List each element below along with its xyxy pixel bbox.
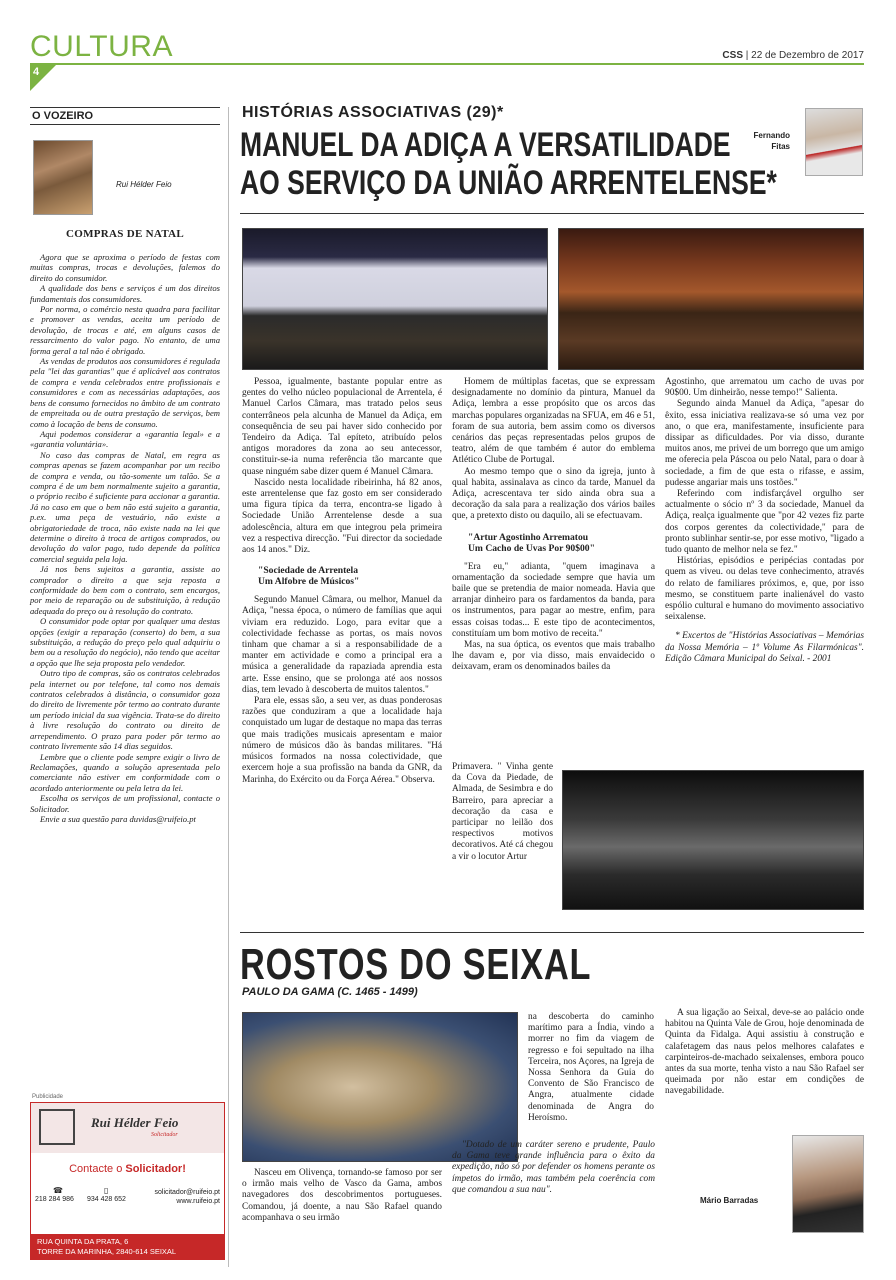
paragraph: "Era eu," adianta, "quem imaginava a ornamentação da sociedade sempre que havia um baile que se pretendia de maior nomeada. Havia que arranjar dinheiro para os fardamentos da banda, para os instrumentos, para pagar ao mestre, enfim, para essas coisas todas... E este tipo de acontecimentos, constituíam um bom motivo de receita.": [452, 561, 655, 639]
ad-banner: [31, 1103, 224, 1153]
paragraph: O consumidor pode optar por qualquer uma destas opções (exigir a reparação (conserto) do bem, a sua substituição, a redução do preço pelo qual adquiriu o bem ou a resolução do negócio), não tendo que aceitar a opção que lhe seja proposta pelo vendedor.: [30, 616, 220, 668]
mobile-phone-icon: ▯: [104, 1186, 109, 1195]
subheading-line: Um Alfobre de Músicos": [258, 576, 360, 588]
column-body: [30, 252, 220, 824]
masthead: [722, 50, 864, 61]
paragraph: A sua ligação ao Seixal, deve-se ao palácio onde habitou na Quinta Vale de Grou, hoje denominada de Quinta da Fidalga. Aqui assistiu à construção e calafetagem das naus pelos melhores calafates e carpinteiros-de-machado seixalenses, embora pouco antes da sua morte, tenha visto a nau São Rafael ser queimada por não estar em condições de navegabilidade.: [665, 1008, 864, 1097]
ad-address-line: RUA QUINTA DA PRATA, 6: [37, 1237, 129, 1246]
paragraph: Aqui podemos considerar a «garantia legal» e a «garantia voluntária».: [30, 428, 220, 450]
divider: [240, 932, 864, 933]
ad-name: Rui Hélder Feio: [91, 1115, 179, 1130]
subheading-line: Um Cacho de Uvas Por 90$00": [468, 542, 595, 554]
advertisement[interactable]: [30, 1102, 225, 1260]
divider: [240, 213, 864, 214]
article-column: [242, 377, 442, 786]
phone-icon: ☎: [53, 1186, 63, 1195]
headline-line: AO SERVIÇO DA UNIÃO ARRENTELENSE*: [240, 164, 777, 202]
byline: [730, 130, 790, 152]
section-title: CULTURA: [30, 30, 173, 63]
paragraph: Agora que se aproxima o período de festas com muitas compras, trocas e devoluções, falemos do direito do consumidor.: [30, 252, 220, 283]
ad-contact-prefix: Contacte o: [69, 1163, 126, 1175]
author-photo: [33, 140, 93, 215]
paragraph: Envie a sua questão para duvidas@ruifeio.pt: [40, 813, 196, 824]
subheading: [258, 565, 442, 587]
paragraph: Mas, na sua óptica, os eventos que mais trabalho lhe davam e, por via disso, mais envaidecido o deixavam, eram os denominados bailes da: [452, 640, 655, 673]
orchestra-photo: [242, 228, 548, 370]
page-number: 4: [33, 66, 40, 78]
paragraph: Agostinho, que arrematou um cacho de uvas por 90$00. Um dinheirão, nesse tempo!" Salienta.: [665, 377, 864, 399]
ad-subtitle: Solicitador: [151, 1132, 178, 1138]
orchestra-hall-photo: [558, 228, 864, 370]
paragraph: As vendas de produtos aos consumidores é regulada pela "lei das garantias" que é aplicável aos contratos de compra e venda celebrados entre profissionais e consumidores e com as necessárias adaptações, aos bens de consumo fornecidos no âmbito de um contrato de empreitada ou de outra prestação de serviços, bem como à locação de bens de consumo.: [30, 356, 220, 429]
column-title: COMPRAS DE NATAL: [65, 228, 185, 240]
paragraph: Para ele, essas são, a seu ver, as duas ponderosas razões que conduziram a que a localidade haja conquistado um lugar de destaque no mapa das terras que mais tradições musicais apresentam e maior número de músicos dão às bandas militares. "Há músicos formados na nossa colectividade, que exercem hoje a sua profissão na banda da GNR, da Marinha, do Exército ou da Força Aérea." Observa.: [242, 696, 442, 785]
paragraph: na descoberta do caminho marítimo para a Índia, vindo a morrer no fim da viagem de regresso e foi sepultado na ilha Terceira, nos Açores, na Igreja de Nossa Senhora da Guia do Convento de São Francisco de Angra, atualmente cidade denominada de Angra do Heroísmo.: [528, 1012, 654, 1123]
paragraph: Histórias, episódios e peripécias contadas por quem as viveu. ou delas teve conhecimento, através do relato de familiares próximos, e, que, por isso mesmo, se constituem parte inalienável do vasto espólio cultural e humano do movimento associativo seixalense.: [665, 556, 864, 623]
paragraph: Homem de múltiplas facetas, que se expressam designadamente no domínio da pintura, Manuel da Adiça, lembra a esse propósito que os arcos das marchas populares organizadas na SFUA, em 46 e 51, foram de sua autoria, bem assim como os diversos cenários das peças representadas pelos grupos de teatro, além de que também é autor do emblema Atlético Clube de Portugal.: [452, 377, 655, 466]
paragraph: Primavera. " Vinha gente da Cova da Piedade, de Almada, de Sesimbra e do Barreiro, para apreciar a decoração da casa e participar no leilão dos respectivos motivos decorativos. Até cá chegou a vir o locutor Artur: [452, 762, 554, 862]
divider: [30, 124, 220, 125]
ad-email[interactable]: solicitador@ruifeio.pt: [154, 1189, 220, 1196]
paragraph: Ao mesmo tempo que o sino da igreja, junto à qual habita, assinalava as cinco da tarde, Manuel da Adiça, acrescentava ter sido ainda obra sua a decoração da sala para a realização dos vários bailes que, a pretexto disto ou daquilo, ali se efectuavam.: [452, 466, 655, 522]
rostos-title: ROSTOS DO SEIXAL: [240, 940, 592, 989]
paragraph: No caso das compras de Natal, em regra as compras apenas se fazem acompanhar por um recibo de compra e venda, ou tão-somente um talão. Se a compra é de um bem normalmente sujeito a garantia, o próprio recibo é suficiente para accionar a garantia. Já no caso em que o bem não está sujeito a garantia, p.ex. uma peça de vestuário, não existe a obrigatoriedade de troca, não existe nada na lei que determine o direito à troca de artigos comprados, ou devolução do valor pago, tudo depende da política comercial seguida pela loja.: [30, 449, 220, 564]
article-column: [665, 377, 864, 665]
ad-label: Publicidade: [32, 1094, 64, 1100]
paragraph: Segundo ainda Manuel da Adiça, "apesar do êxito, essa iniciativa realizava-se só uma vez por ano, o que era, manifestamente, insuficiente para dissipar as dificuldades. Por via disso, durante muitos anos, me privei de um borrego que um amigo me oferecia pela Páscoa ou pelo Natal, para o doar à sociedade, a fim de que esta o rifasse, e assim, pudesse angariar mais uns tostões.": [665, 399, 864, 488]
ad-contact-bold: Solicitador!: [125, 1163, 186, 1175]
paragraph: Outro tipo de compras, são os contratos celebrados pela internet ou por telefone, tal como nos demais contratos celebrados à distância, o consumidor goza do direito de livremente pôr termo ao contrato durante um período inicial da sua vigência. Trata-se do direito à livre resolução do contrato ou direito de arrependimento. O prazo para poder pôr termo ao contrato livremente são 14 dias seguidos.: [30, 668, 220, 752]
masthead-date: | 22 de Dezembro de 2017: [745, 50, 864, 61]
paragraph: Escolha os serviços de um profissional, contacte o Solicitador.: [30, 793, 220, 814]
paragraph: Segundo Manuel Câmara, ou melhor, Manuel da Adiça, "nessa época, o número de famílias que aqui viviam era reduzido. Logo, para evitar que a colectividade fechasse as portas, os mais novos tinham que chamar a si a responsabilidade de a manter em actividade e como a principal era a música a generalidade da rapaziada aprendia esta arte. Esse ensino, que se prolonga até aos nossos dias, tem levado à descoberta de muitos talentos.": [242, 595, 442, 695]
masthead-brand: CSS: [722, 50, 743, 61]
compass-logo-icon: [39, 1109, 75, 1145]
subheading-line: "Artur Agostinho Arrematou: [468, 531, 589, 543]
divider: [30, 107, 220, 108]
band-photo: [562, 770, 864, 910]
byline-line: Fernando: [753, 131, 790, 140]
subheading-line: "Sociedade de Arrentela: [258, 565, 359, 577]
article-column: [452, 377, 655, 674]
rostos-quote: [452, 1140, 655, 1196]
byline-line: Fitas: [771, 142, 790, 151]
ad-contact: [31, 1163, 224, 1175]
paragraph: Nasceu em Olivença, tornando-se famoso por ser o irmão mais velho de Vasco da Gama, ambos navegadores dos descobrimentos portugueses. Comandou, já doente, a nau São Rafael quando acompanhava o seu irmão: [242, 1168, 442, 1223]
article-column-narrow: [452, 762, 553, 863]
header-rule: [30, 63, 864, 65]
ad-website[interactable]: www.ruifeio.pt: [176, 1198, 220, 1205]
subheading: [468, 532, 655, 554]
headline-line: MANUEL DA ADIÇA A VERSATILIDADE: [240, 126, 731, 164]
footnote: * Excertos de "Histórias Associativas – Memórias da Nossa Memória – 1º Volume As Filarmónicas". Edição Câmara Municipal do Seixal. - 2001: [665, 631, 864, 664]
paragraph: Por norma, o comércio nesta quadra para facilitar e promover as vendas, aceita um período de devolução, de trocas e até, em alguns casos de ressarcimento do valor pago. No entanto, de uma forma geral a tal não é obrigado.: [30, 304, 220, 356]
column-label: O VOZEIRO: [32, 110, 94, 122]
ad-address-line: TORRE DA MARINHA, 2840-614 SEIXAL: [37, 1247, 177, 1256]
paragraph: Nascido nesta localidade ribeirinha, há 82 anos, este arrentelense que faz gosto em ser considerado uma figura típica da terra, encontra-se ligado à Sociedade União Arrentelense desde a sua adolescência, altura em que integrou pela primeira vez a respectiva direcção. "Fui director da sociedade aos 14 anos." Diz.: [242, 477, 442, 556]
column-divider: [228, 107, 229, 1267]
rostos-subtitle: PAULO DA GAMA (C. 1465 - 1499): [242, 986, 418, 998]
paragraph: Pessoa, igualmente, bastante popular entre as gentes do velho núcleo populacional de Arrentela, é Manuel Carlos Câmara, mas tratado pelos seus conterrâneos pela alcunha de Manuel da Adiça, em consequência de seu pai haver sido conhecido por Tendeiro da Adiça. Tal epíteto, atribuído pelos antigos moradores da zona ao seu antecessor, constituir-se-ia numa referência tão marcante que quase ninguém sabe dizer quem é Manuel Câmara.: [242, 377, 442, 477]
paragraph: Referindo com indisfarçável orgulho ser actualmente o sócio nº 3 da sociedade, Manuel da Adiça, realça igualmente que "por 42 vezes fiz parte dos corpos gerentes da colectividade," para de pronto sublinhar sentir-se, por esse motivo, "ligado a tudo quanto de melhor nela se fez.": [665, 489, 864, 556]
author-name: Mário Barradas: [700, 1196, 759, 1205]
ad-mobile[interactable]: 934 428 652: [87, 1196, 126, 1203]
series-label: HISTÓRIAS ASSOCIATIVAS (29)*: [242, 104, 504, 121]
paragraph: Lembre que o cliente pode sempre exigir o livro de Reclamações, quando a solução apresentada pelo comerciante não estiver em conformidade com o acordado anteriormente ou pela letra da lei.: [30, 751, 220, 793]
rostos-column: [528, 1012, 654, 1124]
byline-photo: [805, 108, 863, 176]
quote: "Dotado de um caráter sereno e prudente, Paulo da Gama teve grande influência para o êxito da expedição, não só por defender os homens perante os ímpetos do irmão, mas também pela coerência com que comandou a sua nau".: [452, 1140, 655, 1195]
paragraph: A qualidade dos bens e serviços é um dos direitos fundamentais dos consumidores.: [30, 283, 220, 304]
ad-address: [31, 1234, 224, 1259]
author-name: Rui Hélder Feio: [116, 180, 172, 189]
author-photo: [792, 1135, 864, 1233]
paragraph: Já nos bens sujeitos a garantia, assiste ao comprador o direito a que seja reposta a conformidade do bem com o contrato, sem encargos, por meio de reparação ou de substituição, à redução adequada do preço ou à resolução do contrato.: [30, 564, 220, 616]
rostos-column: [242, 1168, 442, 1224]
ad-phone[interactable]: 218 284 986: [35, 1196, 74, 1203]
rostos-column: [665, 1008, 864, 1098]
